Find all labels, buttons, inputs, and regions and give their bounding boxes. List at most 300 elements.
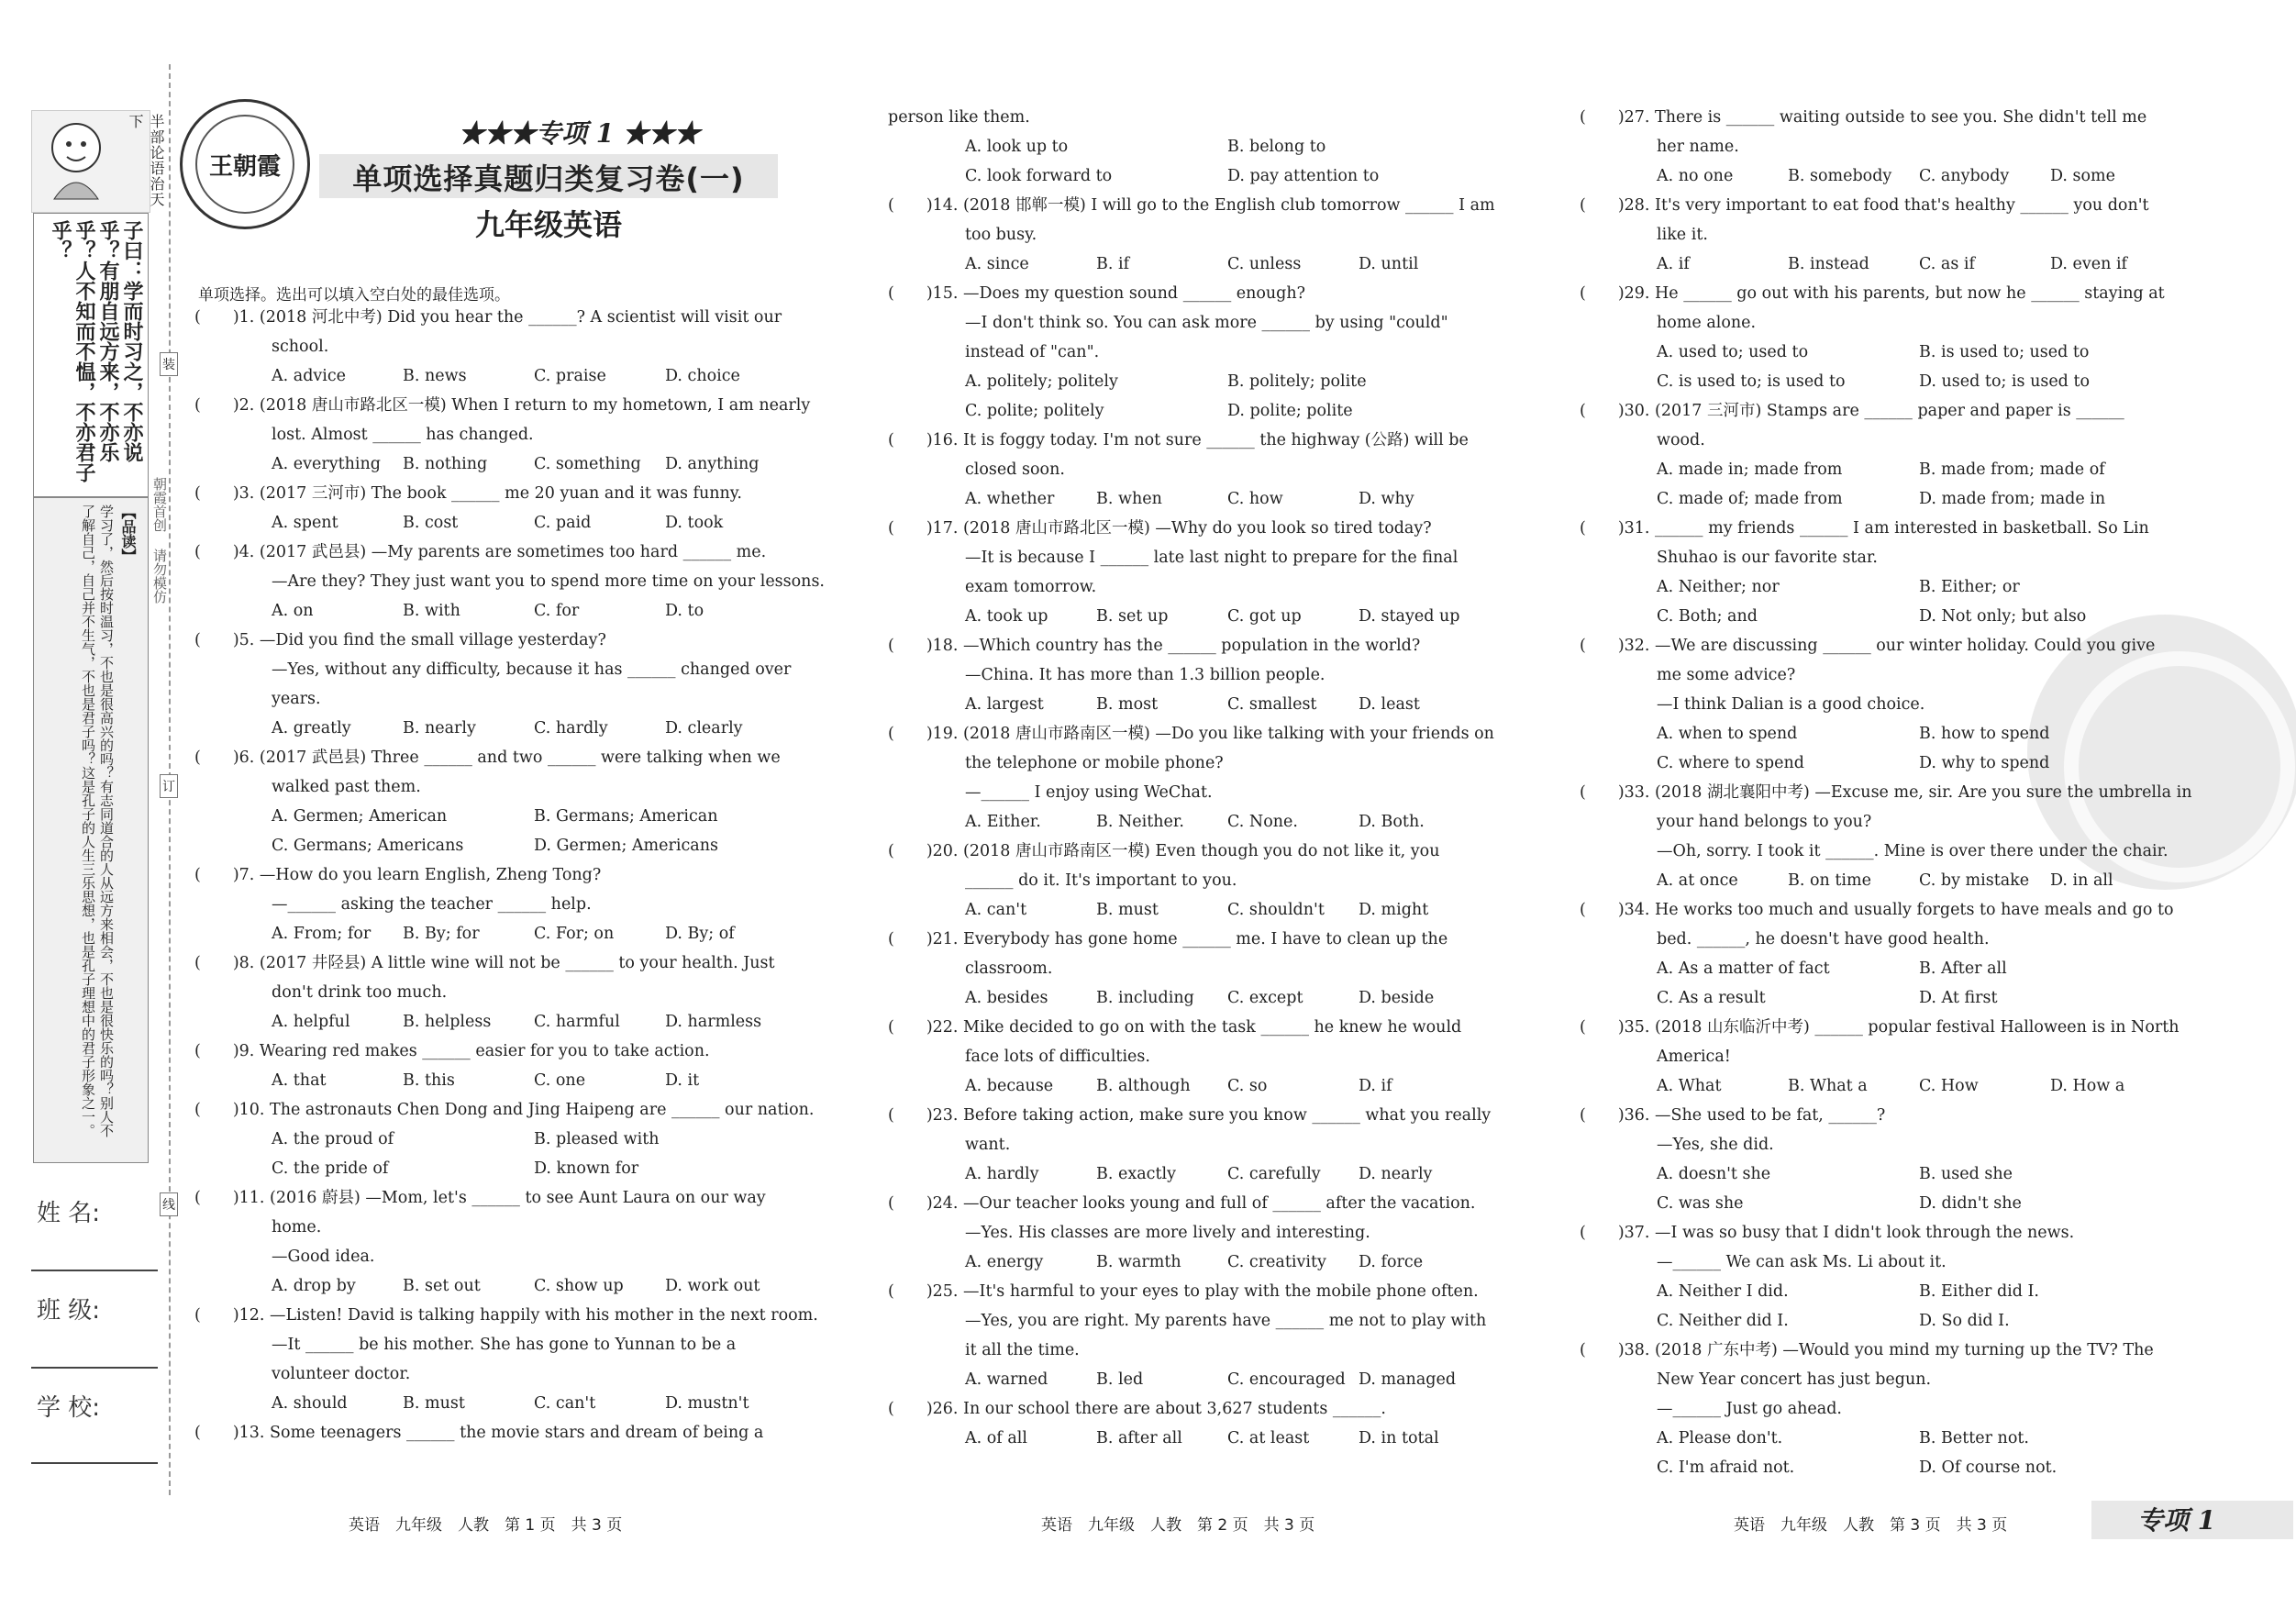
option-row [194, 508, 809, 538]
option: D. stayed up [1359, 607, 1460, 626]
option: D. Of course not. [1919, 1458, 2058, 1477]
option: B. after all [1096, 1429, 1182, 1447]
option: D. least [1359, 695, 1420, 714]
option-row [1580, 367, 2203, 396]
option: B. By; for [403, 925, 480, 943]
option: A. politely; politely [965, 372, 1118, 391]
question-text-line: ______ do it. It's important to you. [965, 871, 1237, 890]
option: C. I'm afraid not. [1657, 1458, 1795, 1477]
question [888, 631, 1512, 719]
question [1580, 514, 2203, 631]
option: C. one [534, 1071, 586, 1090]
option-row [1580, 455, 2203, 484]
option: C. was she [1657, 1194, 1744, 1213]
option-row [1580, 749, 2203, 778]
option-row [1580, 1159, 2203, 1189]
question-text-line: her name. [1657, 138, 1739, 156]
option-row [1580, 1277, 2203, 1306]
question-text-line: ( )4. (2017 武邑县) —My parents are sometimes too hard ______ me. [194, 543, 767, 561]
option-row [194, 596, 809, 626]
option: B. set out [403, 1277, 481, 1295]
option: D. why [1359, 490, 1414, 508]
option: A. on [272, 602, 314, 620]
option: A. What [1657, 1077, 1722, 1095]
option-row [194, 831, 809, 860]
option-row [1580, 161, 2203, 191]
option: C. smallest [1227, 695, 1317, 714]
option: A. used to; used to [1657, 343, 1809, 361]
question [1580, 279, 2203, 396]
option-row [888, 132, 1512, 161]
option: D. mustn't [665, 1394, 749, 1413]
option: D. pay attention to [1227, 167, 1380, 185]
question-text-line: ( )28. It's very important to eat food that's healthy ______ you don't [1580, 196, 2149, 215]
option: A. that [272, 1071, 327, 1090]
option: C. paid [534, 514, 592, 532]
question-text-line: ( )38. (2018 广东中考) —Would you mind my turning up the TV? The [1580, 1341, 2154, 1359]
option: B. helpless [403, 1013, 492, 1031]
question-text-line: —I don't think so. You can ask more ______ by using "could" [965, 314, 1448, 332]
question [888, 191, 1512, 279]
option: C. shouldn't [1227, 901, 1325, 919]
option: A. can't [965, 901, 1027, 919]
option: B. used she [1919, 1165, 2013, 1183]
option-row [888, 1071, 1512, 1101]
instruction: 单项选择。选出可以填入空白处的最佳选项。 [198, 286, 510, 305]
option: B. instead [1788, 255, 1869, 273]
option-row [888, 250, 1512, 279]
footer-page-2: 英语 九年级 人教 第 2 页 共 3 页 [1041, 1516, 1315, 1535]
question [1580, 103, 2203, 191]
question-text-line: too busy. [965, 226, 1037, 244]
option: C. carefully [1227, 1165, 1321, 1183]
question [194, 391, 809, 479]
option: D. even if [2050, 255, 2128, 273]
option: B. when [1096, 490, 1162, 508]
option-row [1580, 1424, 2203, 1453]
option-row [888, 1365, 1512, 1394]
question [1580, 631, 2203, 778]
question-text-line: me some advice? [1657, 666, 1796, 684]
question [1580, 1218, 2203, 1336]
question-text-line: Shuhao is our favorite star. [1657, 549, 1878, 567]
option: C. where to spend [1657, 754, 1804, 772]
page-title: 单项选择真题归类复习卷(一) [352, 161, 745, 196]
question [888, 426, 1512, 514]
option-row [1580, 983, 2203, 1013]
option: A. look up to [965, 138, 1069, 156]
option: C. Both; and [1657, 607, 1758, 626]
option: A. Germen; American [272, 807, 448, 826]
option: A. Either. [965, 813, 1041, 831]
question [194, 860, 809, 948]
question-text-line: ( )23. Before taking action, make sure you know ______ what you really [888, 1106, 1492, 1125]
question-text-line: —It ______ be his mother. She has gone to Yunnan to be a [272, 1336, 737, 1354]
option: B. led [1096, 1370, 1144, 1389]
question-text-line: —______ I enjoy using WeChat. [965, 783, 1213, 802]
option: D. used to; is used to [1919, 372, 2091, 391]
option-row [1580, 484, 2203, 514]
question-text-line: —It is because I ______ late last night to prepare for the final [965, 549, 1459, 567]
option: D. in all [2050, 871, 2113, 890]
question-text-line: ( )8. (2017 井陉县) A little wine will not be ______ to your health. Just [194, 954, 775, 972]
question-text-line: school. [272, 338, 329, 356]
option-row [1580, 1189, 2203, 1218]
option-row [194, 1389, 809, 1418]
question-text-line: ( )7. —How do you learn English, Zheng Tong? [194, 866, 602, 884]
option: B. if [1096, 255, 1130, 273]
option: A. As a matter of fact [1657, 959, 1830, 978]
option: C. Germans; Americans [272, 837, 464, 855]
question-text-line: it all the time. [965, 1341, 1080, 1359]
school-label: 学 校: [37, 1394, 101, 1422]
question-text-line: ( )2. (2018 唐山市路北区一模) When I return to my hometown, I am nearly [194, 396, 811, 415]
option: C. something [534, 455, 641, 473]
option: C. polite; politely [965, 402, 1104, 420]
question-text-line: like it. [1657, 226, 1708, 244]
question [888, 103, 1512, 191]
option: C. encouraged [1227, 1370, 1346, 1389]
option: A. largest [965, 695, 1044, 714]
question-text-line: walked past them. [272, 778, 421, 796]
option-row [194, 449, 809, 479]
option: D. So did I. [1919, 1312, 2010, 1330]
option: D. By; of [665, 925, 735, 943]
option: C. how [1227, 490, 1283, 508]
option: A. because [965, 1077, 1054, 1095]
option: A. hardly [965, 1165, 1039, 1183]
option: D. harmless [665, 1013, 762, 1031]
question [194, 1037, 809, 1095]
option: B. nothing [403, 455, 488, 473]
option: B. somebody [1788, 167, 1892, 185]
question [888, 1101, 1512, 1189]
option: A. advice [272, 367, 347, 385]
strip-motto: 半部论语治天下 [127, 114, 165, 207]
special-tag: ★★★专项 1 ★★★ [459, 118, 700, 149]
question-text-line: ( )12. —Listen! David is talking happily with his mother in the next room. [194, 1306, 818, 1325]
question [194, 538, 825, 626]
option: A. besides [965, 989, 1048, 1007]
question-text-line: —Oh, sorry. I took it ______. Mine is over there under the chair. [1657, 842, 2168, 860]
question-text-line: ( )24. —Our teacher looks young and full of ______ after the vacation. [888, 1194, 1476, 1213]
option-row [888, 1424, 1512, 1453]
corner-tag: 专项 1 [2137, 1505, 2216, 1536]
question-text-line: ( )20. (2018 唐山市路南区一模) Even though you do not like it, you [888, 842, 1440, 860]
question-text-line: —Yes. His classes are more lively and interesting. [965, 1224, 1370, 1242]
question-text-line: instead of "can". [965, 343, 1100, 361]
option: D. took [665, 514, 724, 532]
brand-logo [180, 99, 310, 229]
option: A. helpful [272, 1013, 350, 1031]
question-text-line: want. [965, 1136, 1011, 1154]
option: C. How [1919, 1077, 1979, 1095]
question-text-line: ( )17. (2018 唐山市路北区一模) —Why do you look so tired today? [888, 519, 1432, 538]
option: C. got up [1227, 607, 1302, 626]
option-row [194, 1154, 809, 1183]
option-row [888, 690, 1512, 719]
option: A. greatly [272, 719, 351, 738]
option-row [1580, 1071, 2203, 1101]
option-row [888, 484, 1512, 514]
question-text-line: ( )5. —Did you find the small village yesterday? [194, 631, 606, 649]
question [194, 743, 809, 860]
question-text-line: wood. [1657, 431, 1705, 449]
option: D. polite; polite [1227, 402, 1353, 420]
question-text-line: ( )3. (2017 三河市) The book ______ me 20 yuan and it was funny. [194, 484, 742, 503]
question-text-line: ( )27. There is ______ waiting outside to see you. She didn't tell me [1580, 108, 2147, 127]
question [1580, 1013, 2203, 1101]
option-row [888, 1248, 1512, 1277]
option-row [194, 1125, 809, 1154]
question-text-line: —China. It has more than 1.3 billion people. [965, 666, 1325, 684]
question-text-line: ( )1. (2018 河北中考) Did you hear the ______? A scientist will visit our [194, 308, 782, 327]
question-text-line: ( )26. In our school there are about 3,627 students ______. [888, 1400, 1386, 1418]
question [888, 514, 1512, 631]
question [1580, 895, 2203, 1013]
option-row [888, 396, 1512, 426]
option-row [1580, 866, 2203, 895]
question-text-line: ( )32. —We are discussing ______ our winter holiday. Could you give [1580, 637, 2156, 655]
option-row [194, 714, 809, 743]
option: B. must [1096, 901, 1159, 919]
question [1580, 191, 2203, 279]
option: A. should [272, 1394, 348, 1413]
question-text-line: face lots of difficulties. [965, 1048, 1150, 1066]
option-row [888, 807, 1512, 837]
option: C. for [534, 602, 580, 620]
question-text-line: ( )34. He works too much and usually forgets to have meals and go to [1580, 901, 2174, 919]
option: D. it [665, 1071, 700, 1090]
option: D. beside [1359, 989, 1435, 1007]
option: B. Neither. [1096, 813, 1184, 831]
option-row [1580, 1306, 2203, 1336]
option-row [194, 1066, 809, 1095]
option: C. made of; made from [1657, 490, 1843, 508]
question-text-line: ( )13. Some teenagers ______ the movie stars and dream of being a [194, 1424, 764, 1442]
question-text-line: classroom. [965, 959, 1053, 978]
option: A. of all [965, 1429, 1027, 1447]
question-text-line: don't drink too much. [272, 983, 448, 1002]
question-text-line: ( )16. It is foggy today. I'm not sure ______ the highway (公路) will be [888, 431, 1469, 449]
option: D. if [1359, 1077, 1392, 1095]
option: C. hardly [534, 719, 608, 738]
question-text-line: ( )22. Mike decided to go on with the task ______ he knew he would [888, 1018, 1462, 1037]
class-field[interactable] [31, 1367, 158, 1369]
question-text-line: lost. Almost ______ has changed. [272, 426, 534, 444]
question-text-line: the telephone or mobile phone? [965, 754, 1224, 772]
question-text-line: —I think Dalian is a good choice. [1657, 695, 1925, 714]
question-text-line: ( )37. —I was so busy that I didn't look through the news. [1580, 1224, 2075, 1242]
question-text-line: ( )6. (2017 武邑县) Three ______ and two ______ were talking when we [194, 749, 781, 767]
option: B. this [403, 1071, 455, 1090]
question-text-line: home. [272, 1218, 322, 1237]
option: C. praise [534, 367, 606, 385]
option-row [194, 1007, 809, 1037]
footer-page-1: 英语 九年级 人教 第 1 页 共 3 页 [349, 1516, 623, 1535]
option: D. until [1359, 255, 1419, 273]
class-label: 班 级: [37, 1297, 101, 1325]
option: D. How a [2050, 1077, 2125, 1095]
option-row [888, 161, 1512, 191]
question [888, 1394, 1512, 1453]
question-text-line: ( )18. —Which country has the ______ population in the world? [888, 637, 1421, 655]
option-row [1580, 250, 2203, 279]
option: B. although [1096, 1077, 1191, 1095]
option: A. whether [965, 490, 1055, 508]
question [194, 1301, 818, 1418]
name-field[interactable] [31, 1270, 158, 1271]
option: C. unless [1227, 255, 1302, 273]
option: C. show up [534, 1277, 624, 1295]
option: A. at once [1657, 871, 1738, 890]
option: C. None. [1227, 813, 1298, 831]
option: B. set up [1096, 607, 1169, 626]
question [888, 279, 1512, 426]
question [888, 719, 1512, 837]
question [888, 1013, 1512, 1101]
option: B. most [1096, 695, 1159, 714]
option: D. Not only; but also [1919, 607, 2087, 626]
option: D. clearly [665, 719, 743, 738]
option-row [194, 1271, 809, 1301]
option: A. since [965, 255, 1029, 273]
option: C. is used to; is used to [1657, 372, 1846, 391]
option: A. Neither I did. [1657, 1282, 1789, 1301]
question-text-line: ( )33. (2018 湖北襄阳中考) —Excuse me, sir. Are you sure the umbrella in [1580, 783, 2192, 802]
question-text-line: ( )29. He ______ go out with his parents, but now he ______ staying at [1580, 284, 2165, 303]
question [888, 1277, 1512, 1394]
option-row [1580, 338, 2203, 367]
option: B. how to spend [1919, 725, 2050, 743]
option: D. At first [1919, 989, 1998, 1007]
option-row [1580, 954, 2203, 983]
option: D. Germen; Americans [534, 837, 718, 855]
option: B. is used to; used to [1919, 343, 2090, 361]
option: C. Neither did I. [1657, 1312, 1789, 1330]
option: A. Neither; nor [1657, 578, 1780, 596]
option: D. in total [1359, 1429, 1439, 1447]
question [194, 1418, 809, 1447]
question-text-line: closed soon. [965, 460, 1065, 479]
question-text-line: —Yes, she did. [1657, 1136, 1774, 1154]
question-text-line: ( )14. (2018 邯郸一模) I will go to the English club tomorrow ______ I am [888, 196, 1495, 215]
confucius-quote: 子曰：学而时习之，不亦说乎？有朋自远方来，不亦乐乎？人不知而不愠，不亦君子乎？ [49, 220, 143, 482]
option: A. doesn't she [1657, 1165, 1771, 1183]
question-text-line: —Good idea. [272, 1248, 375, 1266]
question-text-line: ( )30. (2017 三河市) Stamps are ______ paper and paper is ______ [1580, 402, 2124, 420]
question-text-line: ( )35. (2018 山东临沂中考) ______ popular festival Halloween is in North [1580, 1018, 2180, 1037]
question-text-line: —Yes, you are right. My parents have ______ me not to play with [965, 1312, 1487, 1330]
question-text-line: —Are they? They just want you to spend more time on your lessons. [272, 572, 825, 591]
option: C. anybody [1919, 167, 2010, 185]
option: D. why to spend [1919, 754, 2050, 772]
option-row [888, 1159, 1512, 1189]
option: D. nearly [1359, 1165, 1433, 1183]
question-text-line: your hand belongs to you? [1657, 813, 1872, 831]
option: B. What a [1788, 1077, 1868, 1095]
seal-char-2: 订 [160, 774, 178, 798]
option: B. pleased with [534, 1130, 660, 1148]
question-text-line: years. [272, 690, 321, 708]
option-row [1580, 572, 2203, 602]
question-text-line: ( )31. ______ my friends ______ I am interested in basketball. So Lin [1580, 519, 2149, 538]
question-text-line: bed. ______, he doesn't have good health. [1657, 930, 1990, 948]
option-row [1580, 1453, 2203, 1482]
question [1580, 396, 2203, 514]
option: C. at least [1227, 1429, 1310, 1447]
option: A. no one [1657, 167, 1734, 185]
option: B. made from; made of [1919, 460, 2105, 479]
subject-title: 九年级英语 [474, 207, 622, 242]
question-text-line: ( )25. —It's harmful to your eyes to play with the mobile phone often. [888, 1282, 1479, 1301]
option: B. warmth [1096, 1253, 1181, 1271]
question [1580, 1101, 2203, 1218]
question-text-line: ( )11. (2016 蔚县) —Mom, let's ______ to see Aunt Laura on our way [194, 1189, 766, 1207]
option: C. look forward to [965, 167, 1113, 185]
option: D. made from; made in [1919, 490, 2106, 508]
brand-name: 王朝霞 [195, 115, 294, 214]
option: B. Either; or [1919, 578, 2020, 596]
option: A. everything [272, 455, 381, 473]
question [888, 837, 1512, 925]
option: A. took up [965, 607, 1048, 626]
option: D. choice [665, 367, 740, 385]
school-field[interactable] [31, 1462, 158, 1464]
option: D. known for [534, 1159, 639, 1178]
question-text-line: —______ We can ask Ms. Li about it. [1657, 1253, 1947, 1271]
option: B. cost [403, 514, 459, 532]
option-row [1580, 719, 2203, 749]
footer-page-3: 英语 九年级 人教 第 3 页 共 3 页 [1734, 1516, 2008, 1535]
option: A. if [1657, 255, 1690, 273]
option: D. might [1359, 901, 1429, 919]
option-row [888, 895, 1512, 925]
question-text-line: person like them. [888, 108, 1030, 127]
option: A. spent [272, 514, 338, 532]
question [1580, 1336, 2203, 1482]
option: B. exactly [1096, 1165, 1176, 1183]
option: C. can't [534, 1394, 596, 1413]
option: B. Either did I. [1919, 1282, 2039, 1301]
option: C. as if [1919, 255, 1975, 273]
option: C. harmful [534, 1013, 620, 1031]
question-text-line: ( )21. Everybody has gone home ______ me. I have to clean up the [888, 930, 1448, 948]
option: C. As a result [1657, 989, 1766, 1007]
option: D. anything [665, 455, 760, 473]
reading-text: 学习了，然后按时温习，不也是很高兴的吗？有志同道合的人从远方来相会，不也是很快乐的吗？别人不了解自己，自己并不生气，不也是君子吗？这是孔子的人生三乐思想，也是孔子理想中的君子形象之一。 [80, 505, 115, 1137]
option-row [1580, 602, 2203, 631]
option: D. managed [1359, 1370, 1457, 1389]
option: C. the pride of [272, 1159, 389, 1178]
option: B. nearly [403, 719, 476, 738]
question [194, 303, 809, 391]
option: B. news [403, 367, 467, 385]
question [194, 1095, 815, 1183]
option: B. After all [1919, 959, 2007, 978]
question [194, 626, 809, 743]
option: B. politely; polite [1227, 372, 1367, 391]
question [194, 1183, 809, 1301]
option: D. some [2050, 167, 2115, 185]
copyright-note: 朝霞首创 请勿模仿 [151, 477, 168, 604]
option-row [194, 919, 809, 948]
question-text-line: —______ Just go ahead. [1657, 1400, 1842, 1418]
option: C. by mistake [1919, 871, 2030, 890]
question-text-line: ( )15. —Does my question sound ______ enough? [888, 284, 1306, 303]
option: C. except [1227, 989, 1303, 1007]
question-text-line: exam tomorrow. [965, 578, 1097, 596]
